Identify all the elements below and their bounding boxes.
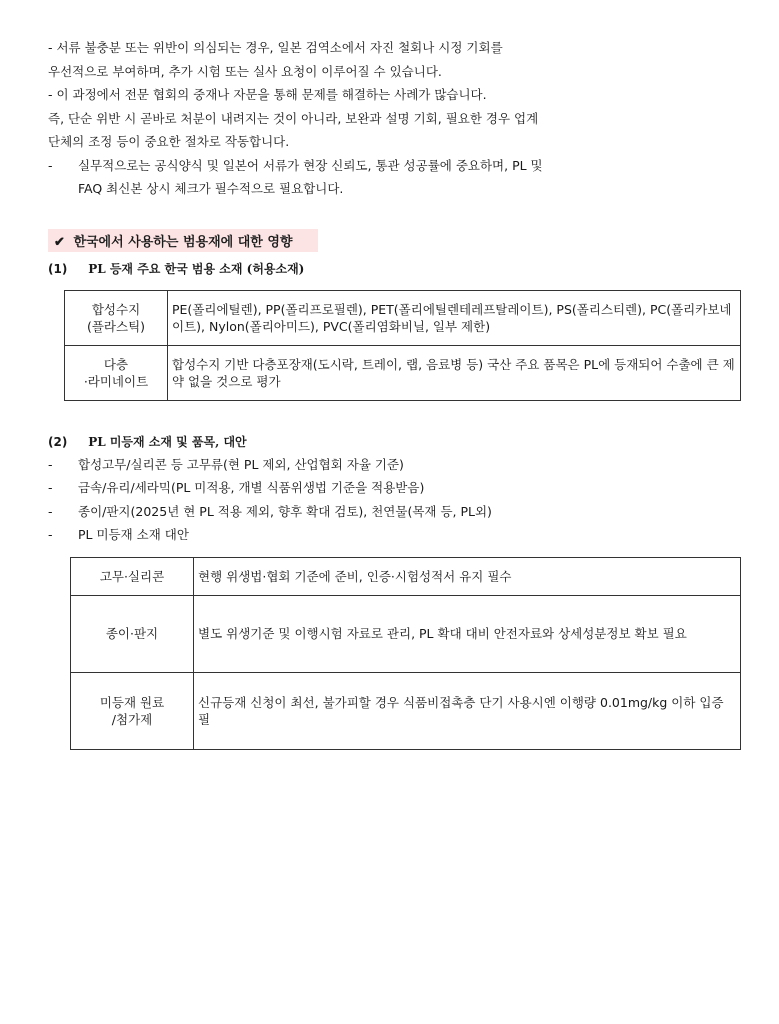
paragraph-line: 단체의 조정 등이 중요한 절차로 작동합니다. (48, 134, 290, 149)
material-category-cell (65, 345, 168, 400)
material-category-cell (71, 672, 194, 749)
material-category-cell (65, 290, 168, 345)
subsection-title-text: PL 등재 주요 한국 범용 소재 (허용소재) (88, 261, 305, 276)
alternative-description-cell: 별도 위생기준 및 이행시험 자료로 관리, PL 확대 대비 안전자료와 상세성분정보 확보 필요 (194, 595, 741, 672)
category-label-sub: (플라스틱) (86, 318, 146, 334)
paragraph-line: - 이 과정에서 전문 협회의 중재나 자문을 통해 문제를 해결하는 사례가 많습니다. (48, 87, 487, 102)
alternative-description-cell: 현행 위생법·협회 기준에 준비, 인증·시험성적서 유지 필수 (194, 557, 741, 595)
paragraph-line: 우선적으로 부여하며, 추가 시험 또는 실사 요청이 이루어질 수 있습니다. (48, 63, 442, 79)
list-item-text: 종이/판지(2025년 현 PL 적용 제외, 향후 확대 검토), 천연물(목재 등, PL외) (78, 503, 492, 519)
practical-note (48, 154, 748, 178)
subsection-2-title (48, 431, 748, 453)
list-item-text: 합성고무/실리콘 등 고무류(현 PL 제외, 산업협회 자율 기준) (78, 456, 404, 472)
list-item-text: PL 미등재 소재 대안 (78, 527, 189, 542)
alternative-description-cell: 신규등재 신청이 최선, 불가피할 경우 식품비접촉층 단기 사용시엔 이행량 0.01mg/kg 이하 입증 필 (194, 672, 741, 749)
category-label: 다층 (103, 356, 129, 372)
category-label: 미등재 원료 (99, 694, 165, 710)
document-page (48, 36, 748, 750)
list-item (48, 476, 748, 500)
list-item-text: 금속/유리/세라믹(PL 미적용, 개별 식품위생법 기준을 적용받음) (78, 480, 425, 495)
section-heading-title: 한국에서 사용하는 범용재에 대한 영향 (73, 234, 293, 250)
dash-bullet: - (48, 527, 53, 542)
section-heading (48, 229, 318, 252)
dash-bullet: - (48, 157, 53, 173)
dash-bullet: - (48, 456, 53, 472)
list-item (48, 453, 748, 477)
category-label: 고무·실리콘 (99, 568, 165, 584)
category-label-sub: /첨가제 (111, 711, 153, 727)
category-label-sub: ·라미네이트 (83, 373, 149, 389)
table-row (71, 595, 741, 672)
table-row (71, 557, 741, 595)
table-row (65, 290, 741, 345)
dash-bullet: - (48, 480, 53, 495)
material-category-cell (71, 557, 194, 595)
alternatives-table (70, 557, 741, 750)
list-item (48, 523, 748, 547)
paragraph-line: - 서류 불충분 또는 위반이 의심되는 경우, 일본 검역소에서 자진 철회나 시정 기회를 (48, 40, 503, 55)
dash-bullet: - (48, 503, 53, 519)
subsection-title-text: PL 미등재 소재 및 품목, 대안 (88, 434, 247, 449)
table-row (65, 345, 741, 400)
material-description-cell: 합성수지 기반 다층포장재(도시락, 트레이, 랩, 음료병 등) 국산 주요 품목은 PL에 등재되어 수출에 큰 제약 없을 것으로 평가 (168, 345, 741, 400)
material-description-cell: PE(폴리에틸렌), PP(폴리프로필렌), PET(폴리에틸렌테레프탈레이트), PS(폴리스티렌), PC(폴리카보네이트), Nylon(폴리아미드), PVC(폴리염화비닐, 일부 제한) (168, 290, 741, 345)
subsection-number: (2) (48, 434, 68, 449)
subsection-number: (1) (48, 261, 68, 276)
practical-note-line1: 실무적으로는 공식양식 및 일본어 서류가 현장 신뢰도, 통관 성공률에 중요하며, PL 및 (78, 157, 543, 173)
paragraph-line: 즉, 단순 위반 시 곧바로 처분이 내려지는 것이 아니라, 보완과 설명 기회, 필요한 경우 업계 (48, 110, 539, 126)
subsection-1-title (48, 258, 748, 280)
table-row (71, 672, 741, 749)
list-item (48, 500, 748, 524)
category-label: 종이·판지 (105, 626, 159, 641)
category-label: 합성수지 (91, 301, 141, 317)
practical-note-line2: FAQ 최신본 상시 체크가 필수적으로 필요합니다. (78, 181, 344, 196)
material-category-cell (71, 595, 194, 672)
checkmark-icon: ✔ (54, 234, 65, 250)
allowed-materials-table (64, 290, 741, 401)
